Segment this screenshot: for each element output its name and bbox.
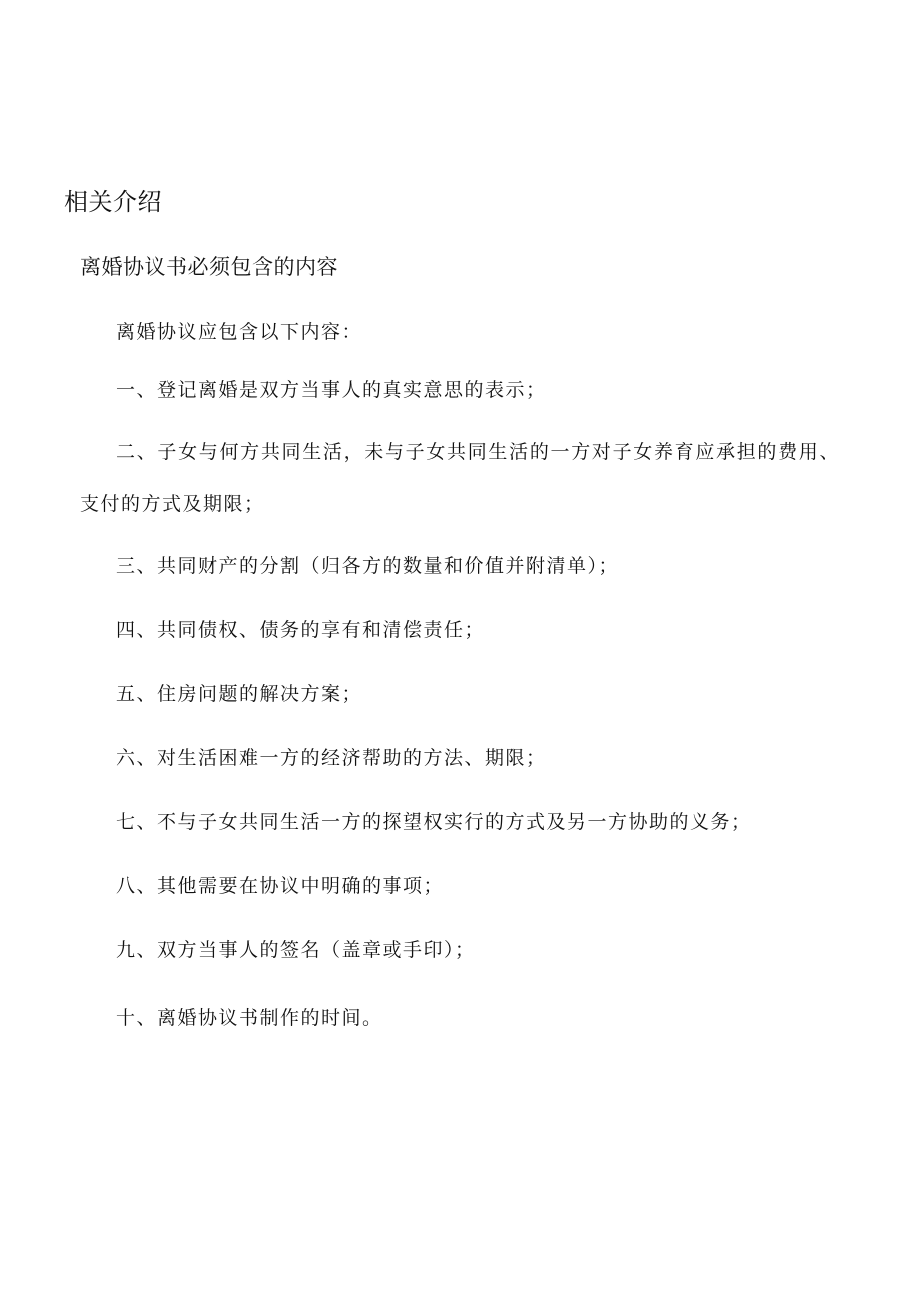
list-item-9: 九、双方当事人的签名（盖章或手印）；	[116, 939, 476, 961]
list-item-1: 一、登记离婚是双方当事人的真实意思的表示；	[116, 379, 547, 401]
list-item-2: 二、子女与何方共同生活，未与子女共同生活的一方对子女养育应承担的费用、支付的方式及期限；	[80, 441, 840, 515]
list-item-5: 五、住房问题的解决方案；	[116, 683, 363, 705]
intro-paragraph: 离婚协议应包含以下内容：	[116, 321, 363, 343]
list-item-7: 七、不与子女共同生活一方的探望权实行的方式及另一方协助的义务；	[116, 811, 752, 833]
list-item-6: 六、对生活困难一方的经济帮助的方法、期限；	[116, 747, 547, 769]
list-item-3: 三、共同财产的分割（归各方的数量和价值并附清单）；	[116, 555, 620, 577]
list-item-10: 十、离婚协议书制作的时间。	[116, 1007, 383, 1029]
list-item-8: 八、其他需要在协议中明确的事项；	[116, 875, 445, 897]
section-heading: 相关介绍	[64, 188, 162, 216]
list-item-4: 四、共同债权、债务的享有和清偿责任；	[116, 619, 486, 641]
sub-heading: 离婚协议书必须包含的内容	[80, 255, 338, 279]
